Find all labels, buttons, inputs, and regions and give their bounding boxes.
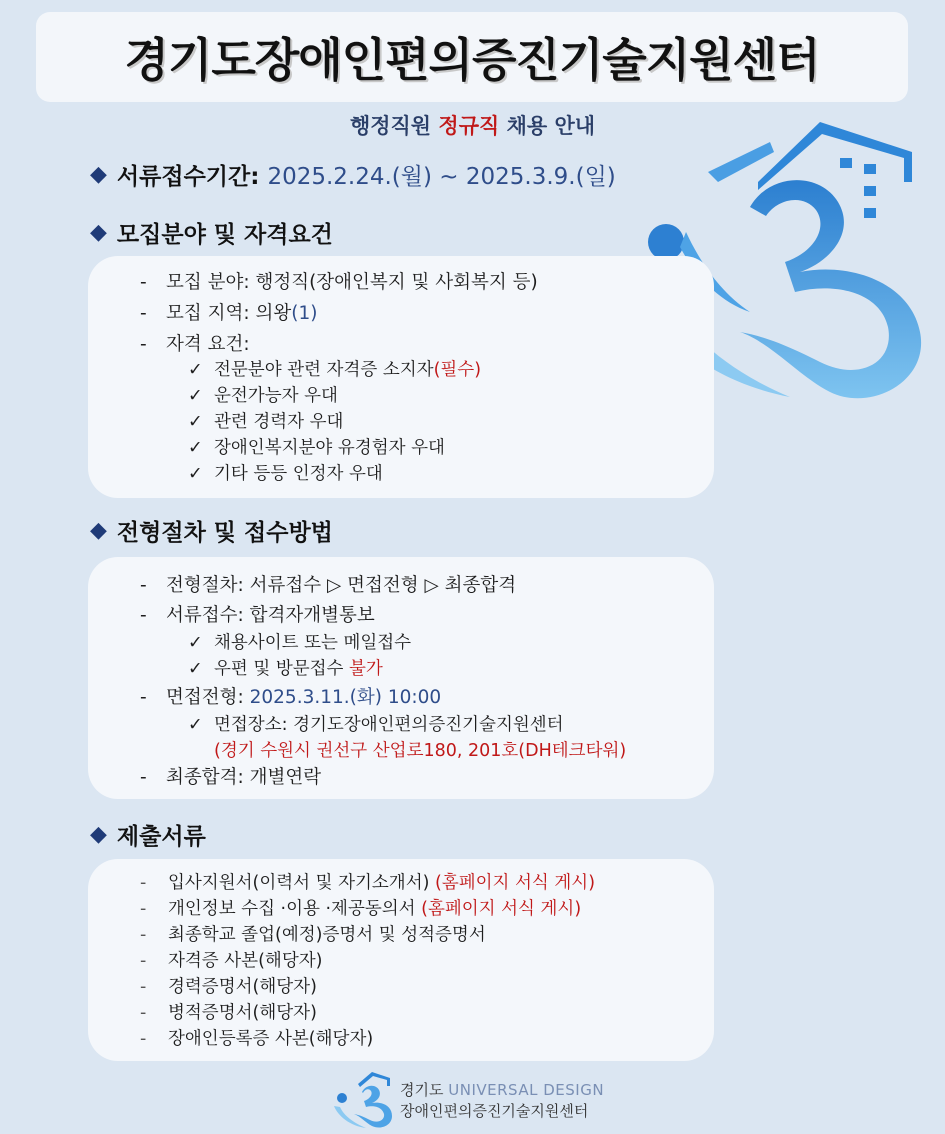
title-banner	[36, 12, 908, 102]
interview-value: 2025.3.11.(화) 10:00	[249, 687, 442, 708]
document-text: 입사지원서(이력서 및 자기소개서)	[168, 873, 436, 893]
qual-item	[188, 460, 383, 485]
subtitle-pre: 행정직원	[349, 114, 439, 138]
diamond-icon: ◆	[90, 822, 107, 847]
interview-label: 면접전형:	[166, 687, 244, 708]
qual-note: (필수)	[433, 360, 482, 380]
check-icon: ✓	[188, 633, 203, 653]
document-note: (홈페이지 서식 게시)	[421, 899, 582, 919]
check-icon: ✓	[188, 360, 203, 380]
subtitle-post: 채용 안내	[499, 114, 596, 138]
check-icon: ✓	[188, 438, 203, 458]
document-note: (홈페이지 서식 게시)	[435, 873, 596, 893]
process-heading-text: 전형절차 및 접수방법	[116, 520, 333, 546]
page-title: 경기도장애인편의증진기술지원센터	[124, 33, 820, 87]
step-3: 최종합격	[444, 575, 517, 596]
final-label: 최종합격:	[166, 767, 244, 788]
qual-item	[188, 382, 338, 407]
subtitle-highlight: 정규직	[438, 114, 500, 138]
doc-label: 서류접수:	[166, 605, 244, 626]
diamond-icon: ◆	[90, 162, 107, 187]
process-steps-row: - 전형절차: 서류접수 ▷ 면접전형 ▷ 최종합격	[140, 575, 517, 596]
document-item: - 경력증명서(해당자)	[140, 977, 317, 997]
diamond-icon: ◆	[90, 220, 107, 245]
document-item: - 병적증명서(해당자)	[140, 1003, 317, 1023]
recruit-heading	[90, 216, 333, 249]
process-panel	[88, 557, 714, 799]
doc-sub-item	[188, 655, 383, 680]
document-item: - 자격증 사본(해당자)	[140, 951, 323, 971]
recruit-region: 모집 지역: 의왕	[166, 303, 292, 324]
qual-text: 전문분야 관련 자격증 소지자	[214, 360, 434, 380]
document-item: - 장애인등록증 사본(해당자)	[140, 1029, 374, 1049]
recruit-field-row: - 모집 분야: 행정직(장애인복지 및 사회복지 등)	[140, 272, 538, 293]
period-heading	[90, 158, 616, 191]
document-text: 경력증명서(해당자)	[168, 977, 317, 997]
document-item: - 개인정보 수집 ·이용 ·제공동의서 (홈페이지 서식 게시)	[140, 899, 582, 919]
document-text: 병적증명서(해당자)	[168, 1003, 317, 1023]
qual-text: 관련 경력자 우대	[214, 412, 344, 432]
recruit-qual-label: 자격 요건:	[166, 334, 250, 355]
document-text: 최종학교 졸업(예정)증명서 및 성적증명서	[168, 925, 486, 945]
qual-text: 운전가능자 우대	[214, 386, 338, 406]
footer-text	[400, 1080, 604, 1122]
check-icon: ✓	[188, 386, 203, 406]
footer-ud: UNIVERSAL DESIGN	[448, 1081, 605, 1099]
doc-sub-item	[188, 629, 411, 654]
recruit-panel	[88, 256, 714, 498]
qual-text: 장애인복지분야 유경험자 우대	[214, 438, 445, 458]
recruit-region-row: - 모집 지역: 의왕(1)	[140, 303, 318, 324]
doc-value: 합격자개별통보	[249, 605, 375, 626]
process-heading	[90, 514, 333, 547]
qual-text: 기타 등등 인정자 우대	[214, 464, 383, 484]
period-label: 서류접수기간:	[116, 164, 260, 190]
check-icon: ✓	[188, 412, 203, 432]
qual-item	[188, 356, 481, 381]
process-doc-row: - 서류접수: 합격자개별통보	[140, 605, 375, 626]
document-text: 장애인등록증 사본(해당자)	[168, 1029, 374, 1049]
period-value: 2025.2.24.(월) ~ 2025.3.9.(일)	[267, 164, 616, 190]
document-text: 자격증 사본(해당자)	[168, 951, 323, 971]
documents-heading	[90, 818, 206, 851]
interview-address: (경기 수원시 권선구 산업로180, 201호(DH테크타워)	[214, 741, 627, 761]
diamond-icon: ◆	[90, 518, 107, 543]
final-value: 개별연락	[249, 767, 322, 788]
documents-heading-text: 제출서류	[116, 824, 206, 850]
recruit-qual-row: - 자격 요건:	[140, 334, 250, 355]
recruit-field: 모집 분야: 행정직(장애인복지 및 사회복지 등)	[166, 272, 538, 293]
documents-panel	[88, 859, 714, 1061]
arrow-icon: ▷	[326, 575, 342, 596]
doc-sub-text: 채용사이트 또는 메일접수	[214, 633, 412, 653]
footer-region: 경기도	[400, 1081, 449, 1099]
process-final-row: - 최종합격: 개별연락	[140, 767, 322, 788]
step-1: 서류접수	[249, 575, 322, 596]
check-icon: ✓	[188, 715, 203, 735]
qual-item	[188, 434, 445, 459]
steps-label: 전형절차:	[166, 575, 244, 596]
document-item: - 최종학교 졸업(예정)증명서 및 성적증명서	[140, 925, 486, 945]
check-icon: ✓	[188, 464, 203, 484]
recruit-region-count: (1)	[291, 303, 318, 324]
recruit-heading-text: 모집분야 및 자격요건	[116, 222, 333, 248]
footer-line-1	[400, 1080, 604, 1101]
footer-logo-icon	[332, 1070, 394, 1130]
process-interview-row: - 면접전형: 2025.3.11.(화) 10:00	[140, 687, 442, 708]
footer-line-2: 장애인편의증진기술지원센터	[400, 1102, 589, 1120]
step-2: 면접전형	[347, 575, 419, 596]
document-text: 개인정보 수집 ·이용 ·제공동의서	[168, 899, 422, 919]
doc-sub-note: 불가	[349, 659, 383, 679]
check-icon: ✓	[188, 659, 203, 679]
document-item: - 입사지원서(이력서 및 자기소개서) (홈페이지 서식 게시)	[140, 873, 596, 893]
arrow-icon: ▷	[424, 575, 439, 596]
doc-sub-text: 우편 및 방문접수	[214, 659, 350, 679]
qual-item	[188, 408, 343, 433]
interview-venue-row	[188, 711, 564, 736]
interview-venue: 면접장소: 경기도장애인편의증진기술지원센터	[214, 715, 564, 735]
